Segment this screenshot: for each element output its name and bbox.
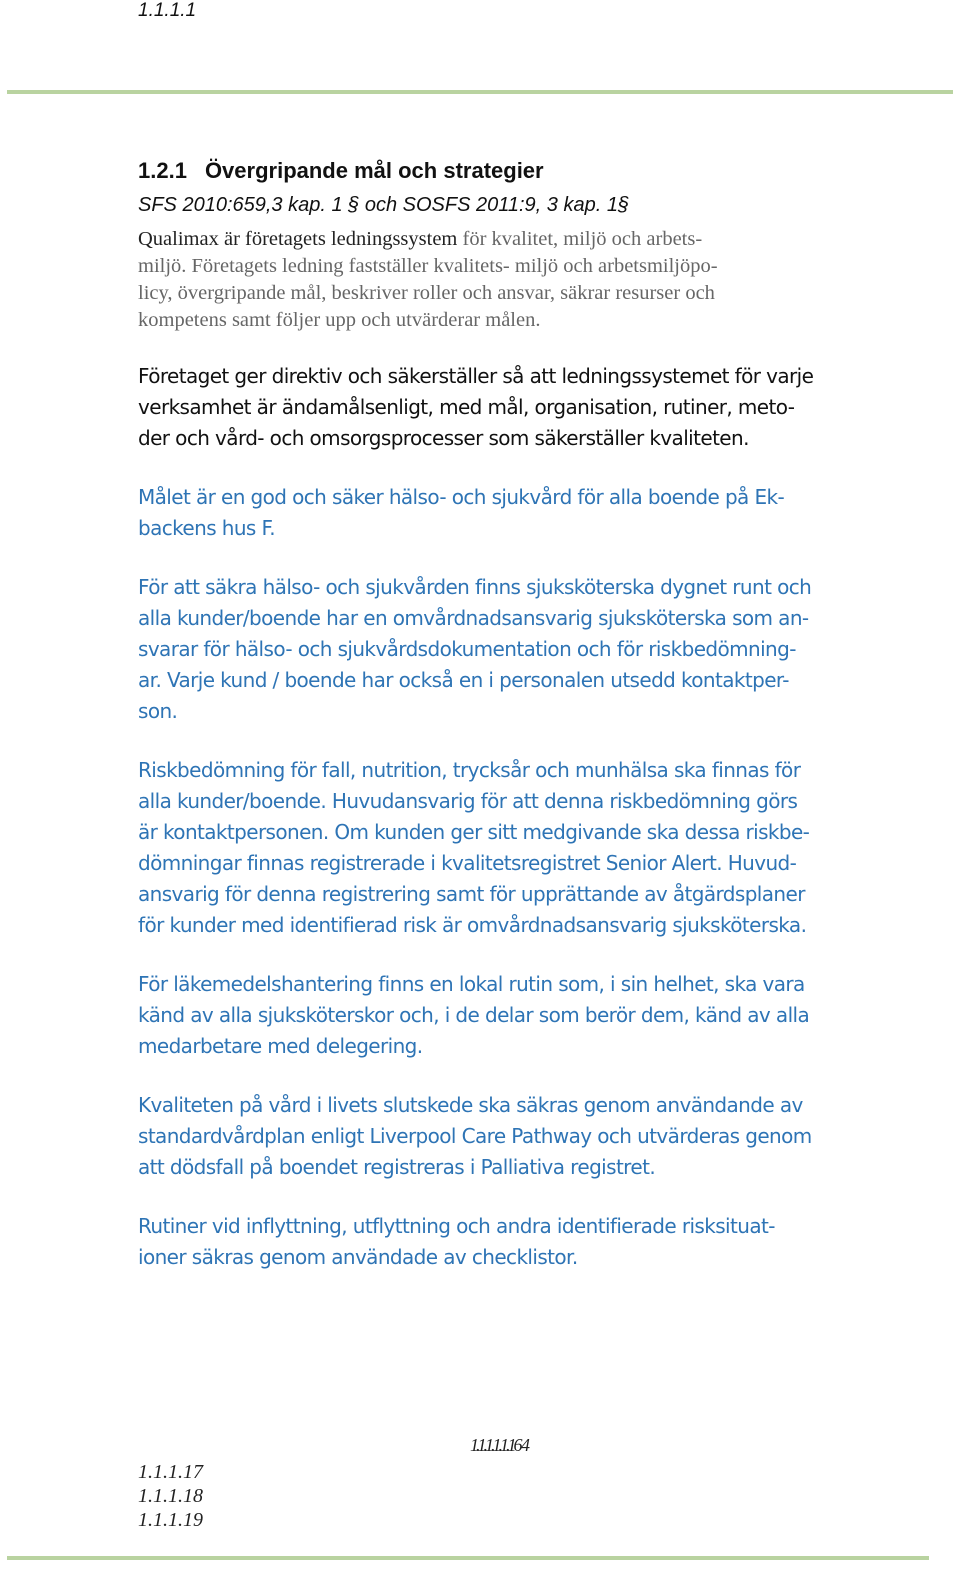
- paragraph-line: För att säkra hälso- och sjukvården finns sjuksköterska dygnet runt och: [138, 575, 812, 599]
- intro-paragraph: [138, 226, 828, 334]
- footer-number: 1.1.1.18: [138, 1485, 203, 1507]
- paragraph-medication: [138, 969, 838, 1062]
- footer-number-list: [138, 1460, 203, 1532]
- paragraph-line: ioner säkras genom användade av checklistor.: [138, 1245, 578, 1269]
- legal-reference: SFS 2010:659,3 kap. 1 § och SOSFS 2011:9, 3 kap. 1§: [138, 194, 630, 216]
- paragraph-line: ar. Varje kund / boende har också en i personalen utsedd kontaktper-: [138, 668, 789, 692]
- paragraph-line: känd av alla sjuksköterskor och, i de delar som berör dem, känd av alla: [138, 1003, 810, 1027]
- paragraph-routines: [138, 1211, 838, 1273]
- section-heading: [138, 158, 544, 184]
- paragraph-line: för kunder med identifierad risk är omvårdnadsansvarig sjuksköterska.: [138, 913, 807, 937]
- paragraph-line: Rutiner vid inflyttning, utflyttning och andra identifierade risksituat-: [138, 1214, 775, 1238]
- paragraph-line: standardvårdplan enligt Liverpool Care Pathway och utvärderas genom: [138, 1124, 812, 1148]
- section-title: Övergripande mål och strategier: [204, 158, 544, 183]
- paragraph-line: der och vård- och omsorgsprocesser som säkerställer kvaliteten.: [138, 426, 749, 450]
- intro-line: licy, övergripande mål, beskriver roller och ansvar, säkrar resurser och: [138, 282, 715, 304]
- paragraph-line: backens hus F.: [138, 516, 275, 540]
- paragraph-directives: [138, 361, 838, 454]
- paragraph-line: verksamhet är ändamålsenligt, med mål, organisation, rutiner, meto-: [138, 395, 795, 419]
- paragraph-line: För läkemedelshantering finns en lokal rutin som, i sin helhet, ska vara: [138, 972, 805, 996]
- footer-divider: [7, 1556, 929, 1560]
- paragraph-line: dömningar finnas registrerade i kvalitetsregistret Senior Alert. Huvud-: [138, 851, 797, 875]
- paragraph-line: Företaget ger direktiv och säkerställer så att ledningssystemet för varje: [138, 364, 814, 388]
- paragraph-line: son.: [138, 699, 178, 723]
- paragraph-line: är kontaktpersonen. Om kunden ger sitt medgivande ska dessa riskbe-: [138, 820, 810, 844]
- paragraph-line: att dödsfall på boendet registreras i Palliativa registret.: [138, 1155, 656, 1179]
- footer-number: 1.1.1.17: [138, 1461, 203, 1483]
- paragraph-line: alla kunder/boende har en omvårdnadsansvarig sjuksköterska som an-: [138, 606, 809, 630]
- intro-lead: Qualimax är företagets ledningssystem: [138, 228, 458, 250]
- paragraph-line: Kvaliteten på vård i livets slutskede ska säkras genom användande av: [138, 1093, 803, 1117]
- paragraph-line: Målet är en god och säker hälso- och sjukvård för alla boende på Ek-: [138, 485, 785, 509]
- header-divider: [7, 90, 953, 94]
- paragraph-palliative: [138, 1090, 838, 1183]
- paragraph-nursing: [138, 572, 838, 727]
- paragraph-line: svarar för hälso- och sjukvårdsdokumentation och för riskbedömning-: [138, 637, 796, 661]
- header-section-number: 1.1.1.1: [138, 0, 197, 21]
- paragraph-line: alla kunder/boende. Huvudansvarig för att denna riskbedömning görs: [138, 789, 798, 813]
- paragraph-goal: [138, 482, 838, 544]
- paragraph-risk-assessment: [138, 755, 838, 941]
- intro-line: kompetens samt följer upp och utvärderar målen.: [138, 309, 541, 331]
- section-number: 1.2.1: [138, 158, 187, 183]
- footer-number: 1.1.1.19: [138, 1509, 203, 1531]
- paragraph-line: Riskbedömning för fall, nutrition, trycksår och munhälsa ska finnas för: [138, 758, 801, 782]
- paragraph-line: ansvarig för denna registrering samt för upprättande av åtgärdsplaner: [138, 882, 805, 906]
- footer-overlapped-numbers: 1.1.1.1.1.16 4: [470, 1435, 527, 1455]
- intro-line: för kvalitet, miljö och arbets-: [457, 228, 703, 250]
- intro-line: miljö. Företagets ledning fastställer kvalitets- miljö och arbetsmiljöpo-: [138, 255, 718, 277]
- paragraph-line: medarbetare med delegering.: [138, 1034, 423, 1058]
